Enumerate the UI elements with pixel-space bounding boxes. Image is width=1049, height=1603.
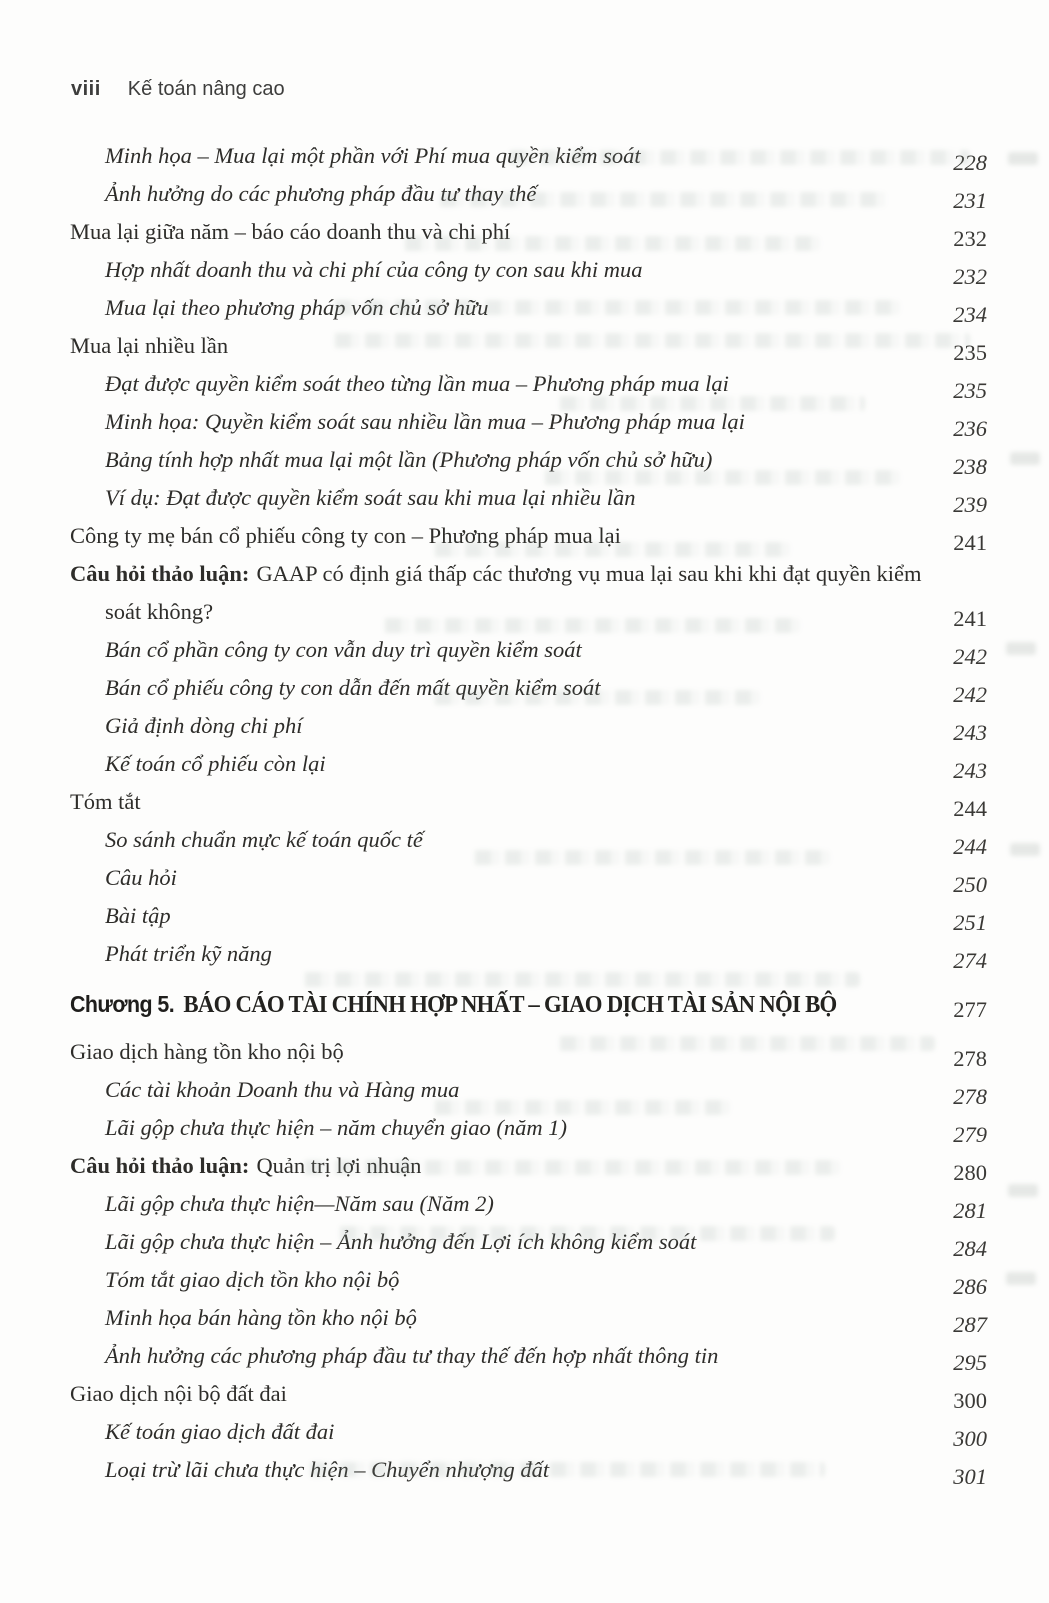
toc-entry-text (70, 137, 941, 175)
toc-entry-title: Ảnh hưởng do các phương pháp đầu tư thay thế (105, 181, 537, 206)
edge-bleed-mark (1006, 642, 1036, 655)
toc-row (70, 403, 987, 441)
toc-entry-text (70, 859, 941, 897)
toc-entry-title: Câu hỏi (105, 865, 177, 890)
table-of-contents (70, 137, 987, 1489)
toc-entry-text (70, 707, 941, 745)
toc-page-number: 242 (953, 682, 987, 707)
toc-entry-title: Lãi gộp chưa thực hiện – Ảnh hưởng đến Lợi ích không kiểm soát (105, 1229, 697, 1254)
toc-entry-title: Kế toán giao dịch đất đai (105, 1419, 335, 1444)
page-folio: viii (71, 78, 101, 100)
chapter-heading (70, 985, 880, 1024)
toc-row (70, 1147, 987, 1185)
book-title: Kế toán nâng cao (127, 78, 285, 100)
toc-entry-title: Tóm tắt (70, 789, 141, 814)
toc-page-number: 244 (953, 834, 987, 859)
toc-row (70, 327, 987, 365)
toc-entry-title: Giả định dòng chi phí (105, 713, 303, 738)
toc-entry-title: So sánh chuẩn mực kế toán quốc tế (105, 827, 423, 852)
toc-row (70, 1299, 987, 1337)
toc-entry-text (70, 555, 941, 631)
toc-entry-title: Mua lại giữa năm – báo cáo doanh thu và chi phí (70, 219, 511, 244)
toc-entry-title: Lãi gộp chưa thực hiện – năm chuyển giao (năm 1) (105, 1115, 567, 1140)
edge-bleed-mark (1010, 843, 1040, 856)
toc-page-number: 274 (953, 948, 987, 973)
toc-entry-title: Giao dịch hàng tồn kho nội bộ (70, 1039, 344, 1064)
toc-entry-text (70, 289, 941, 327)
toc-entry-title: Đạt được quyền kiểm soát theo từng lần mua – Phương pháp mua lại (105, 371, 729, 396)
toc-entry-text (70, 1413, 941, 1451)
toc-page-number: 228 (953, 150, 987, 175)
toc-row (70, 1033, 987, 1071)
toc-row (70, 479, 987, 517)
toc-entry-text (70, 175, 941, 213)
toc-page-number: 278 (953, 1084, 987, 1109)
toc-row (70, 631, 987, 669)
toc-entry-text (70, 403, 941, 441)
toc-entry-title: Hợp nhất doanh thu và chi phí của công ty con sau khi mua (105, 257, 643, 282)
toc-entry-text (70, 327, 941, 365)
toc-entry-text (70, 1451, 941, 1489)
toc-entry-text (70, 251, 941, 289)
toc-entry-title: GAAP có định giá thấp các thương vụ mua lại sau khi khi đạt quyền kiểm (256, 561, 922, 586)
toc-entry-text (70, 935, 941, 973)
discussion-question-label: Câu hỏi thảo luận: (70, 561, 250, 586)
toc-row (70, 859, 987, 897)
toc-entry-title: Mua lại nhiều lần (70, 333, 229, 358)
toc-entry-title: Phát triển kỹ năng (105, 941, 272, 966)
chapter-number: Chương 5. (70, 991, 175, 1017)
toc-entry-text (70, 1261, 941, 1299)
toc-page-number: 234 (953, 302, 987, 327)
toc-entry-text (70, 1109, 941, 1147)
toc-entry-text (70, 631, 941, 669)
toc-entry-title: Bán cổ phần công ty con vẫn duy trì quyền kiểm soát (105, 637, 582, 662)
toc-page-number: 236 (953, 416, 987, 441)
edge-bleed-mark (1008, 1184, 1038, 1197)
discussion-question-label: Câu hỏi thảo luận: (70, 1153, 250, 1178)
toc-entry-title: Bài tập (105, 903, 171, 928)
toc-entry-text (70, 479, 941, 517)
toc-entry-title: Bán cổ phiếu công ty con dẫn đến mất quyền kiểm soát (105, 675, 601, 700)
running-header (71, 78, 285, 101)
toc-row (70, 555, 987, 631)
toc-entry-title: Tóm tắt giao dịch tồn kho nội bộ (105, 1267, 400, 1292)
toc-row (70, 175, 987, 213)
toc-row (70, 1185, 987, 1223)
toc-entry-title: Công ty mẹ bán cổ phiếu công ty con – Phương pháp mua lại (70, 523, 621, 548)
toc-row (70, 517, 987, 555)
toc-page-number: 280 (953, 1160, 987, 1185)
toc-entry-text (70, 1033, 941, 1071)
toc-row (70, 1375, 987, 1413)
toc-row (70, 821, 987, 859)
toc-row (70, 1451, 987, 1489)
toc-page-number: 281 (953, 1198, 987, 1223)
toc-entry-title: Minh họa bán hàng tồn kho nội bộ (105, 1305, 417, 1330)
toc-page-number: 277 (953, 997, 987, 1022)
toc-page-number: 241 (953, 606, 987, 631)
toc-entry-text (70, 745, 941, 783)
toc-entry-title: Giao dịch nội bộ đất đai (70, 1381, 287, 1406)
toc-entry-title: Quản trị lợi nhuận (256, 1153, 422, 1178)
toc-row (70, 289, 987, 327)
toc-page-number: 301 (953, 1464, 987, 1489)
toc-entry-title-continuation: soát không? (105, 599, 214, 624)
toc-page-number: 251 (953, 910, 987, 935)
toc-page-number: 235 (953, 340, 987, 365)
toc-entry-text (70, 1147, 941, 1185)
toc-entry-text (70, 1375, 941, 1413)
toc-page-number: 232 (953, 264, 987, 289)
toc-page-number: 243 (953, 758, 987, 783)
toc-page-number: 286 (953, 1274, 987, 1299)
toc-row (70, 707, 987, 745)
toc-entry-text (70, 213, 941, 251)
toc-entry-title: Ví dụ: Đạt được quyền kiểm soát sau khi mua lại nhiều lần (105, 485, 636, 510)
toc-row (70, 365, 987, 403)
edge-bleed-mark (1010, 452, 1040, 465)
toc-entry-title: Lãi gộp chưa thực hiện—Năm sau (Năm 2) (105, 1191, 494, 1216)
toc-page-number: 242 (953, 644, 987, 669)
toc-page-number: 279 (953, 1122, 987, 1147)
toc-page-number: 231 (953, 188, 987, 213)
chapter-title: BÁO CÁO TÀI CHÍNH HỢP NHẤT – GIAO DỊCH TÀI SẢN NỘI BỘ (183, 991, 837, 1018)
toc-row (70, 1261, 987, 1299)
toc-entry-title: Kế toán cổ phiếu còn lại (105, 751, 326, 776)
toc-page-number: 295 (953, 1350, 987, 1375)
toc-entry-title: Minh họa: Quyền kiểm soát sau nhiều lần mua – Phương pháp mua lại (105, 409, 745, 434)
toc-row (70, 1413, 987, 1451)
toc-chapter-row (70, 985, 987, 1033)
toc-page-number: 239 (953, 492, 987, 517)
toc-row (70, 745, 987, 783)
toc-entry-text (70, 897, 941, 935)
toc-entry-text (70, 1071, 941, 1109)
toc-row (70, 1109, 987, 1147)
edge-bleed-mark (1008, 152, 1038, 165)
toc-entry-text (70, 441, 941, 479)
toc-entry-text (70, 821, 941, 859)
toc-entry-title: Các tài khoản Doanh thu và Hàng mua (105, 1077, 460, 1102)
toc-entry-text (70, 1299, 941, 1337)
toc-entry-text (70, 1185, 941, 1223)
toc-page-number: 300 (953, 1426, 987, 1451)
toc-page-number: 250 (953, 872, 987, 897)
toc-page-number: 284 (953, 1236, 987, 1261)
toc-entry-text (70, 1337, 941, 1375)
toc-page-number: 243 (953, 720, 987, 745)
toc-entry-title: Bảng tính hợp nhất mua lại một lần (Phương pháp vốn chủ sở hữu) (105, 447, 713, 472)
toc-row (70, 783, 987, 821)
toc-entry-text (70, 517, 941, 555)
toc-row (70, 251, 987, 289)
toc-page-number: 232 (953, 226, 987, 251)
toc-row (70, 213, 987, 251)
toc-row (70, 897, 987, 935)
toc-row (70, 1223, 987, 1261)
toc-page-number: 300 (953, 1388, 987, 1413)
toc-row (70, 1071, 987, 1109)
toc-entry-title: Minh họa – Mua lại một phần với Phí mua quyền kiểm soát (105, 143, 641, 168)
toc-page-number: 235 (953, 378, 987, 403)
toc-entry-title: Loại trừ lãi chưa thực hiện – Chuyển nhượng đất (105, 1457, 550, 1482)
toc-page-number: 278 (953, 1046, 987, 1071)
toc-row (70, 1337, 987, 1375)
toc-row (70, 441, 987, 479)
toc-entry-text (70, 365, 941, 403)
edge-bleed-mark (1006, 1272, 1036, 1285)
toc-page-number: 238 (953, 454, 987, 479)
toc-page-number: 244 (953, 796, 987, 821)
toc-row (70, 669, 987, 707)
toc-entry-title: Ảnh hưởng các phương pháp đầu tư thay thế đến hợp nhất thông tin (105, 1343, 719, 1368)
toc-page-number: 241 (953, 530, 987, 555)
toc-page-number: 287 (953, 1312, 987, 1337)
toc-entry-text (70, 1223, 941, 1261)
toc-entry-text (70, 669, 941, 707)
toc-entry-title: Mua lại theo phương pháp vốn chủ sở hữu (105, 295, 489, 320)
toc-row (70, 137, 987, 175)
toc-row (70, 935, 987, 973)
toc-entry-text (70, 783, 941, 821)
